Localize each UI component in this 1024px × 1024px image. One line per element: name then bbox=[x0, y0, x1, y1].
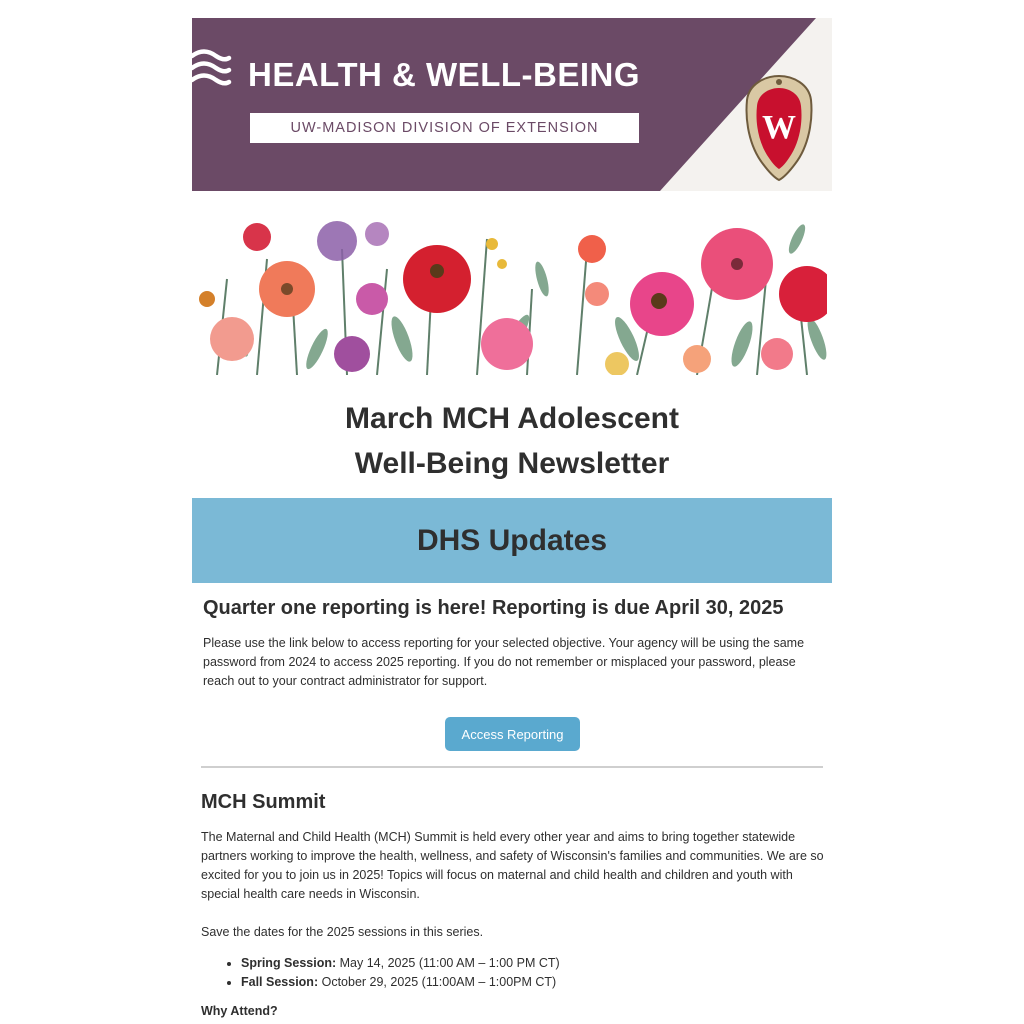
newsletter-title-line2: Well-Being Newsletter bbox=[354, 447, 670, 480]
session-label: Fall Session: bbox=[241, 975, 319, 989]
access-reporting-button[interactable]: Access Reporting bbox=[445, 717, 580, 751]
reporting-body: Please use the link below to access reporting for your selected objective. Your agency will be using the same password from 2024 to access 2025 reporting. If you do not remember or misplaced your password, please reach out to your contract administrator for support. bbox=[203, 636, 805, 688]
flowers-illustration bbox=[197, 219, 827, 375]
session-date: October 29, 2025 (11:00AM – 1:00PM CT) bbox=[321, 975, 557, 989]
svg-text:W: W bbox=[762, 109, 796, 146]
banner-subtitle: UW-MADISON DIVISION OF EXTENSION bbox=[250, 113, 639, 143]
list-item bbox=[241, 973, 841, 992]
session-date: May 14, 2025 (11:00 AM – 1:00 PM CT) bbox=[339, 956, 560, 970]
summit-heading: MCH Summit bbox=[201, 791, 326, 813]
reporting-heading: Quarter one reporting is here! Reporting is due April 30, 2025 bbox=[203, 597, 784, 619]
why-attend-heading: Why Attend? bbox=[201, 1004, 278, 1018]
save-dates-text: Save the dates for the 2025 sessions in this series. bbox=[201, 925, 484, 939]
dhs-updates-band: DHS Updates bbox=[192, 498, 832, 583]
list-item bbox=[241, 954, 841, 973]
banner-title: HEALTH & WELL-BEING bbox=[248, 56, 641, 93]
uw-crest-icon bbox=[747, 76, 812, 180]
newsletter-title bbox=[192, 396, 832, 486]
header-banner bbox=[192, 18, 832, 191]
section-divider bbox=[201, 766, 823, 768]
session-label: Spring Session: bbox=[241, 956, 337, 970]
session-dates-list bbox=[201, 954, 841, 992]
newsletter-title-line1: March MCH Adolescent bbox=[345, 402, 679, 435]
banner-background bbox=[192, 18, 832, 191]
summit-body: The Maternal and Child Health (MCH) Summit is held every other year and aims to bring together statewide partners working to improve the health, wellness, and safety of Wisconsin's families and communities. We are so excited for you to join us in 2025! Topics will focus on maternal and child health and children and youth with special health care needs in Wisconsin. bbox=[201, 830, 824, 901]
